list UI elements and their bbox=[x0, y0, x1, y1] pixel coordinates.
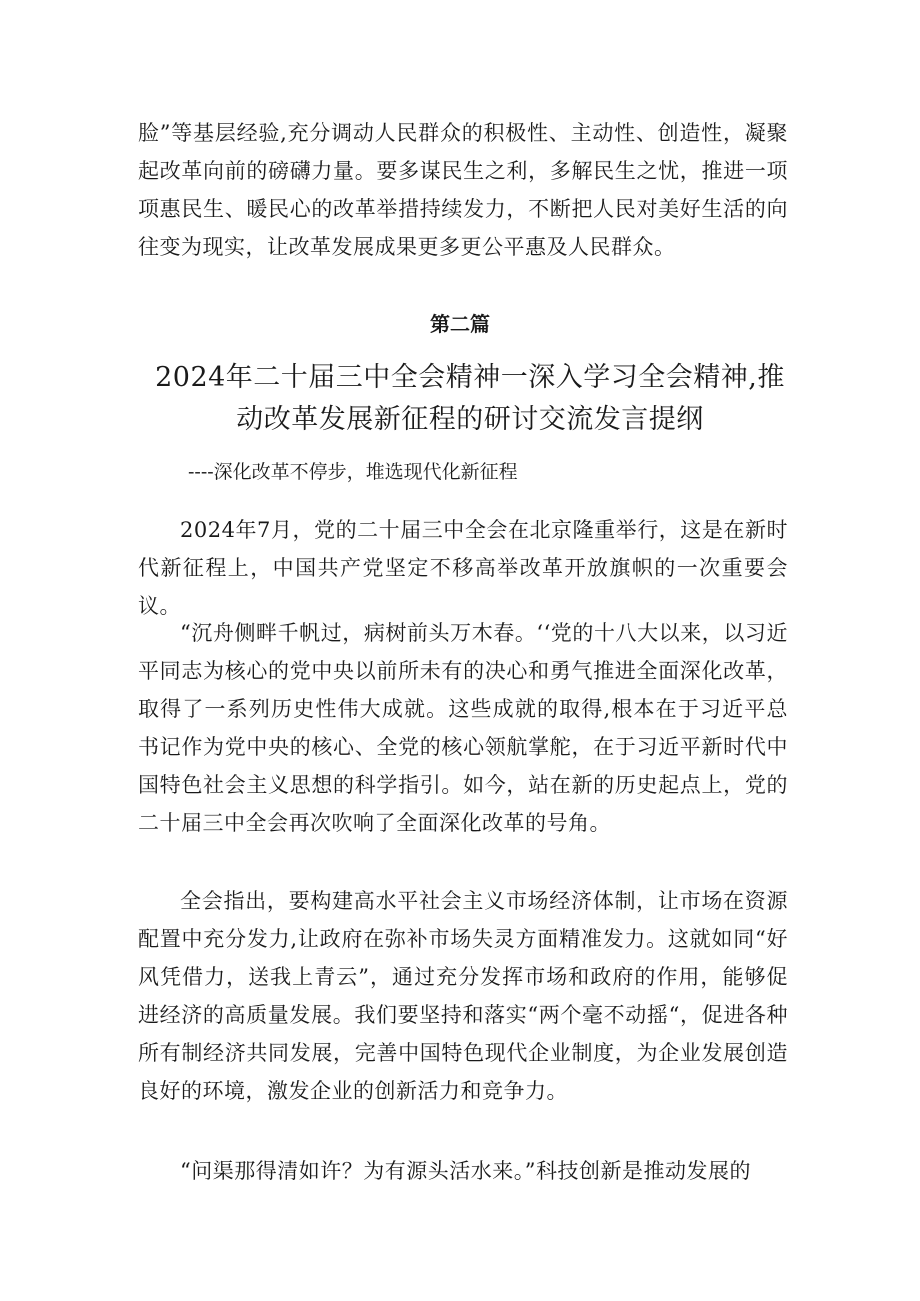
intro-paragraph: 脸”等基层经验,充分调动人民群众的积极性、主动性、创造性，凝聚起改革向前的磅礴力量。要多谋民生之利，多解民生之忧，推进一项项惠民生、暖民心的改革举措持续发力，不断把人民对美好生活的向往变为现实，让改革发展成果更多更公平惠及人民群众。 bbox=[138, 121, 788, 259]
paragraph-4: “问渠那得清如许？为有源头活水来。”科技创新是推动发展的 bbox=[180, 1159, 751, 1183]
section-heading: 第二篇 bbox=[430, 312, 490, 336]
document-title-line-2: 动改革发展新征程的研讨交流发言提纲 bbox=[236, 404, 704, 435]
document-title-line-1: 2024年二十届三中全会精神一深入学习全会精神,推 bbox=[155, 362, 785, 393]
document-subtitle: ----深化改革不停步，堆选现代化新征程 bbox=[188, 461, 518, 483]
paragraph-2: “沉舟侧畔千帆过，病树前头万木春。‘‘党的十八大以来，以习近平同志为核心的党中央以前所未有的决心和勇气推进全面深化改革，取得了一系列历史性伟大成就。这些成就的取得,根本在于习近平总书记作为党中央的核心、全党的核心领航掌舵，在于习近平新时代中国特色社会主义思想的科学指引。如今，站在新的历史起点上，党的二十届三中全会再次吹响了全面深化改革的号角。 bbox=[138, 621, 788, 835]
paragraph-3: 全会指出，要构建高水平社会主义市场经济体制，让市场在资源配置中充分发力,让政府在弥补市场失灵方面精准发力。这就如同“好风凭借力，送我上青云”，通过充分发挥市场和政府的作用，能够促进经济的高质量发展。我们要坚持和落实“两个毫不动摇“，促进各种所有制经济共同发展，完善中国特色现代企业制度，为企业发展创造良好的环境，激发企业的创新活力和竞争力。 bbox=[138, 889, 788, 1103]
paragraph-1: 2024年7月，党的二十届三中全会在北京隆重举行，这是在新时代新征程上，中国共产党坚定不移高举改革开放旗帜的一次重要会议。 bbox=[138, 518, 788, 618]
